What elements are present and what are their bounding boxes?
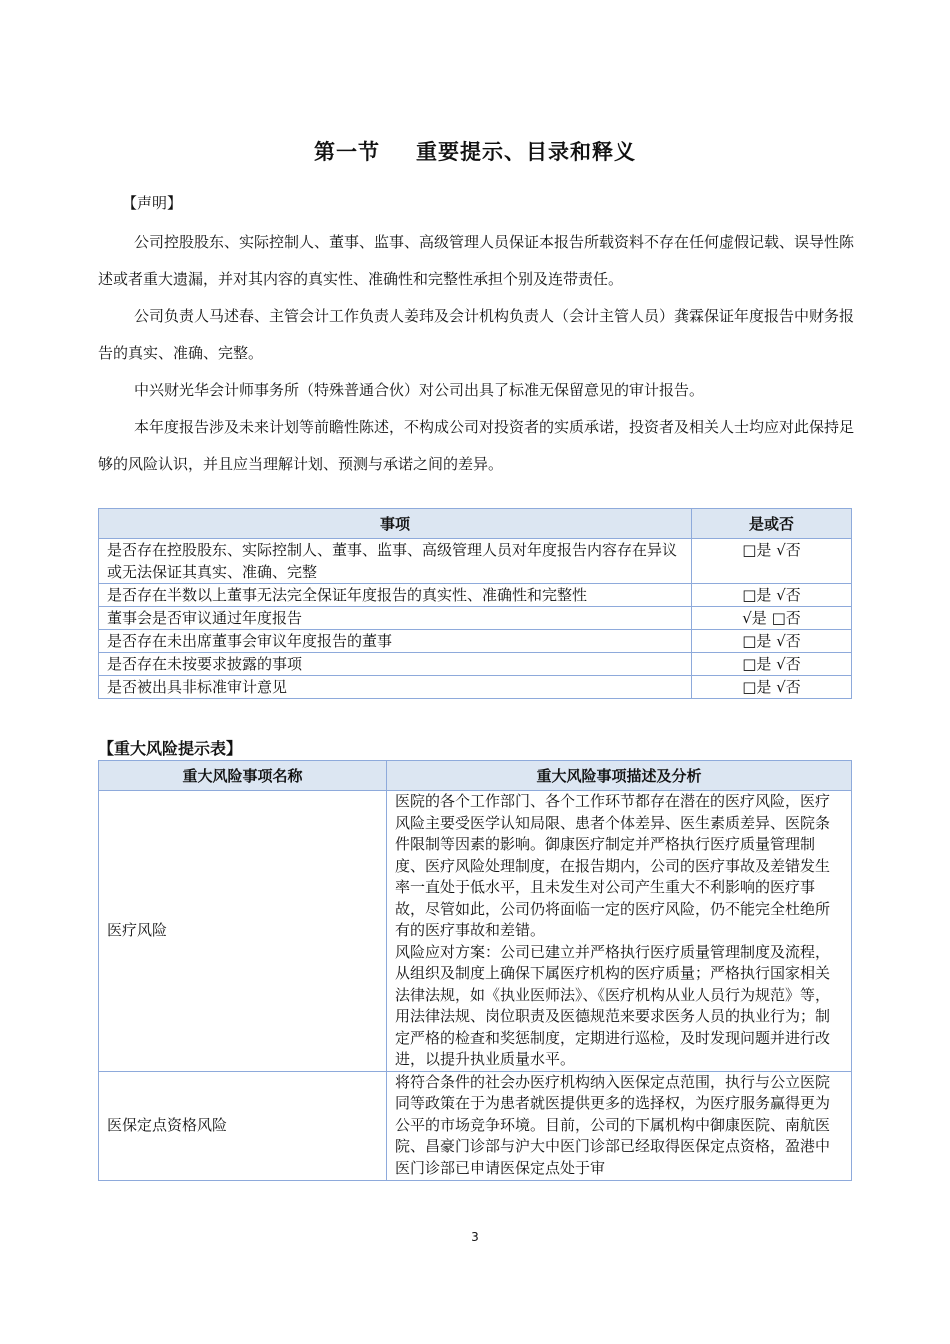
section-name: 重要提示、目录和释义 xyxy=(416,140,636,164)
risk-description xyxy=(387,1071,852,1180)
matters-item: 是否被出具非标准审计意见 xyxy=(99,676,692,699)
risk-table xyxy=(98,760,852,1181)
paragraph-auditor: 中兴财光华会计师事务所（特殊普通合伙）对公司出具了标准无保留意见的审计报告。 xyxy=(134,381,705,399)
risk-header-name: 重大风险事项名称 xyxy=(99,761,387,791)
risk-header-row xyxy=(99,761,852,791)
table-row xyxy=(99,607,852,630)
matters-answer: □是 √否 xyxy=(692,539,852,584)
paragraph-responsible-persons: 公司负责人马述春、主管会计工作负责人姜玮及会计机构负责人（会计主管人员）龚霖保证年度报告中财务报告的真实、准确、完整。 xyxy=(98,307,855,362)
paragraph-guarantee: 公司控股股东、实际控制人、董事、监事、高级管理人员保证本报告所载资料不存在任何虚假记载、误导性陈述或者重大遗漏，并对其内容的真实性、准确性和完整性承担个别及连带责任。 xyxy=(98,233,855,288)
matters-item: 董事会是否审议通过年度报告 xyxy=(99,607,692,630)
section-number: 第一节 xyxy=(314,140,380,164)
risk-name: 医疗风险 xyxy=(99,791,387,1072)
paragraph-forward-looking: 本年度报告涉及未来计划等前瞻性陈述，不构成公司对投资者的实质承诺，投资者及相关人士均应对此保持足够的风险认识，并且应当理解计划、预测与承诺之间的差异。 xyxy=(98,418,855,473)
risk-heading: 【重大风险提示表】 xyxy=(98,739,243,758)
risk-description-paragraph: 医院的各个工作部门、各个工作环节都存在潜在的医疗风险，医疗风险主要受医学认知局限、患者个体差异、医生素质差异、医院条件限制等因素的影响。御康医疗制定并严格执行医疗质量管理制度、医疗风险处理制度，在报告期内，公司的医疗事故及差错发生率一直处于低水平，且未发生对公司产生重大不利影响的医疗事故，尽管如此，公司仍将面临一定的医疗风险，仍不能完全杜绝所有的医疗事故和差错。 xyxy=(395,792,831,939)
matters-item: 是否存在半数以上董事无法完全保证年度报告的真实性、准确性和完整性 xyxy=(99,584,692,607)
table-row xyxy=(99,539,852,584)
risk-header-description: 重大风险事项描述及分析 xyxy=(387,761,852,791)
matters-answer: □是 √否 xyxy=(692,584,852,607)
table-row xyxy=(99,1071,852,1180)
risk-response-paragraph: 风险应对方案：公司已建立并严格执行医疗质量管理制度及流程，从组织及制度上确保下属医疗机构的医疗质量；严格执行国家相关法律法规，如《执业医师法》、《医疗机构从业人员行为规范》等，用法律法规、岗位职责及医德规范来要求医务人员的执业行为；制定严格的检查和奖惩制度，定期进行巡检，及时发现问题并进行改进，以提升执业质量水平。 xyxy=(395,942,831,1068)
matters-answer: □是 √否 xyxy=(692,653,852,676)
matters-item: 是否存在未出席董事会审议年度报告的董事 xyxy=(99,630,692,653)
risk-description xyxy=(387,791,852,1072)
statement-label: 【声明】 xyxy=(122,194,183,212)
table-row xyxy=(99,653,852,676)
page-number: 3 xyxy=(471,1230,479,1244)
matters-answer: □是 √否 xyxy=(692,630,852,653)
table-row xyxy=(99,584,852,607)
page-title xyxy=(0,136,950,166)
matters-answer: √是 □否 xyxy=(692,607,852,630)
matters-header-item: 事项 xyxy=(99,509,692,539)
matters-answer: □是 √否 xyxy=(692,676,852,699)
matters-item: 是否存在控股股东、实际控制人、董事、监事、高级管理人员对年度报告内容存在异议或无法保证其真实、准确、完整 xyxy=(99,539,692,584)
matters-header-answer: 是或否 xyxy=(692,509,852,539)
table-row xyxy=(99,791,852,1072)
risk-description-paragraph: 将符合条件的社会办医疗机构纳入医保定点范围，执行与公立医院同等政策在于为患者就医提供更多的选择权，为医疗服务赢得更为公平的市场竞争环境。目前，公司的下属机构中御康医院、南航医院、昌豪门诊部与沪大中医门诊部已经取得医保定点资格，盈港中医门诊部已申请医保定点处于审 xyxy=(395,1072,831,1177)
matters-item: 是否存在未按要求披露的事项 xyxy=(99,653,692,676)
matters-header-row xyxy=(99,509,852,539)
table-row xyxy=(99,630,852,653)
matters-table xyxy=(98,508,852,699)
risk-name: 医保定点资格风险 xyxy=(99,1071,387,1180)
table-row xyxy=(99,676,852,699)
